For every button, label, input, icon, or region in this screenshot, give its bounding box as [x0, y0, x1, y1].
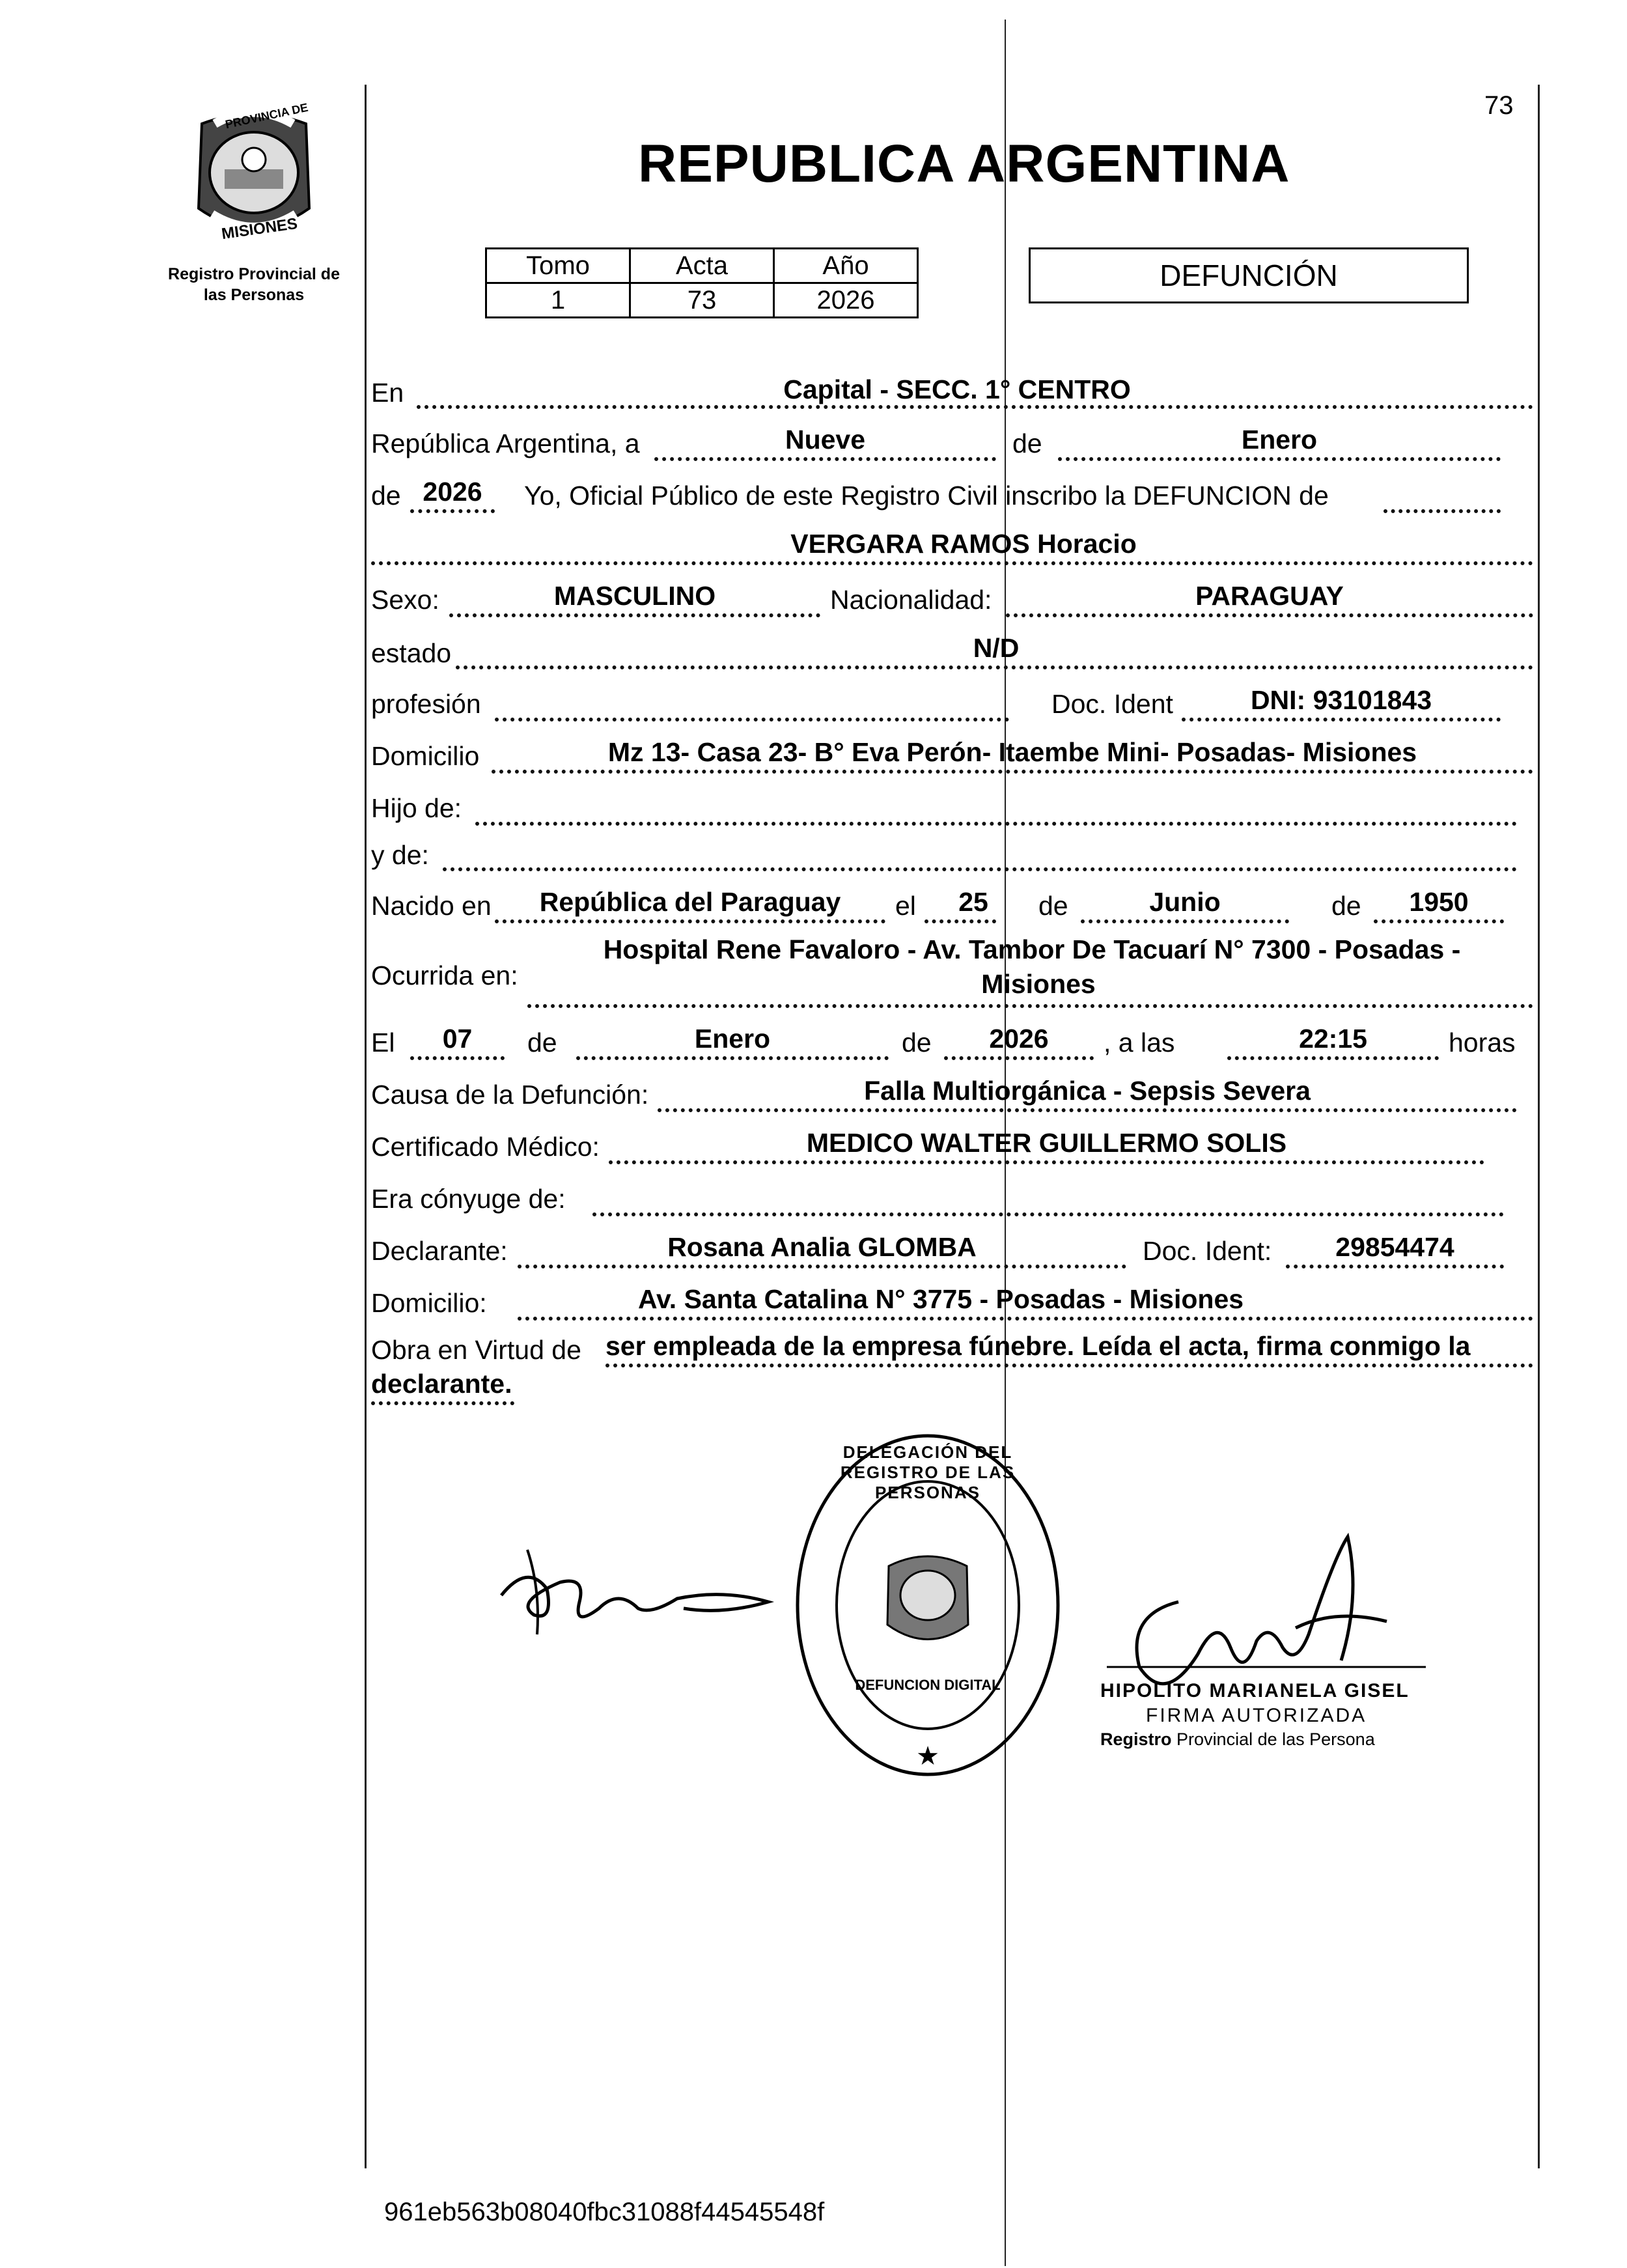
birth-year: 1950: [1409, 887, 1469, 917]
estado-value: N/D: [973, 633, 1020, 663]
hijo-de-label: Hijo de:: [371, 793, 462, 823]
register-header-acta: Acta: [630, 249, 774, 283]
alas-label: , a las: [1104, 1028, 1175, 1057]
death-month-dotted-line: [576, 1056, 889, 1060]
death-time: 22:15: [1299, 1024, 1367, 1054]
obra-dotted-line1: [605, 1364, 1533, 1367]
el2-label: El: [371, 1028, 395, 1057]
birth-year-dotted-line: [1374, 919, 1504, 923]
doc2-value: 29854474: [1335, 1232, 1454, 1262]
authority-role: FIRMA AUTORIZADA: [1146, 1705, 1367, 1726]
y-de-dotted-line: [443, 867, 1517, 871]
register-header-ano: Año: [774, 249, 918, 283]
obra-line2: declarante.: [371, 1369, 512, 1399]
doc-ident-dotted-line: [1182, 718, 1501, 721]
death-year-dotted-line: [944, 1056, 1094, 1060]
causa-value: Falla Multiorgánica - Sepsis Severa: [864, 1076, 1311, 1106]
conyuge-label: Era cónyuge de:: [371, 1184, 566, 1214]
year-value: 2026: [423, 477, 482, 507]
cert-dotted-line: [609, 1160, 1484, 1164]
nacionalidad-dotted-line: [1006, 613, 1533, 617]
domicilio2-label: Domicilio:: [371, 1288, 487, 1318]
el-label: el: [895, 891, 916, 921]
month-dotted-line: [1058, 457, 1501, 461]
register-value-ano: 2026: [774, 283, 918, 318]
record-type-box: DEFUNCIÓN: [1029, 247, 1469, 303]
nacido-value: República del Paraguay: [539, 887, 841, 917]
de5-label: de: [527, 1028, 557, 1057]
death-day: 07: [442, 1024, 473, 1054]
hijo-de-dotted-line: [475, 822, 1517, 826]
sexo-label: Sexo:: [371, 585, 439, 615]
day-dotted-line: [654, 457, 996, 461]
declarante-label: Declarante:: [371, 1236, 508, 1266]
doc2-label: Doc. Ident:: [1143, 1236, 1272, 1266]
name-dotted-line: [371, 561, 1533, 565]
sexo-dotted-line: [449, 613, 820, 617]
birth-month-dotted-line: [1081, 919, 1289, 923]
estado-label: estado: [371, 638, 452, 668]
ocurrida-dotted-line: [527, 1004, 1533, 1008]
rep-label: República Argentina, a: [371, 428, 640, 458]
authority-office-rest: Provincial de las Persona: [1176, 1729, 1375, 1749]
register-table: [485, 247, 919, 318]
profesion-label: profesión: [371, 689, 481, 719]
doc-ident-label: Doc. Ident: [1051, 689, 1173, 719]
declarante-value: Rosana Analia GLOMBA: [667, 1232, 977, 1262]
ocurrida-line1: Hospital Rene Favaloro - Av. Tambor De Tacuarí N° 7300 - Posadas -: [603, 934, 1461, 964]
de-label: de: [1012, 428, 1042, 458]
year-dotted-line: [410, 509, 495, 513]
de4-label: de: [1331, 891, 1361, 921]
deceased-name: VERGARA RAMOS Horacio: [790, 529, 1137, 559]
document-hash: 961eb563b08040fbc31088f44545548f: [384, 2198, 825, 2226]
de6-label: de: [902, 1028, 932, 1057]
seal-outer-text: DELEGACIÓN DEL REGISTRO DE LAS PERSONAS: [840, 1442, 1016, 1502]
domicilio2-value: Av. Santa Catalina N° 3775 - Posadas - Misiones: [637, 1284, 1244, 1314]
declarante-dotted-line: [518, 1265, 1126, 1268]
register-value-tomo: 1: [486, 283, 630, 318]
nacionalidad-label: Nacionalidad:: [830, 585, 992, 615]
estado-dotted-line: [456, 665, 1533, 669]
birth-month: Junio: [1149, 887, 1221, 917]
declarant-signature: [488, 1537, 781, 1667]
yo-dotted-line: [1384, 509, 1501, 513]
register-value-acta: 73: [630, 283, 774, 318]
profesion-dotted-line: [495, 718, 1009, 721]
register-header-tomo: Tomo: [486, 249, 630, 283]
right-margin-line: [1538, 85, 1540, 2168]
seal-inner-text: DEFUNCION DIGITAL: [855, 1677, 1001, 1693]
ocurrida-label: Ocurrida en:: [371, 960, 518, 990]
document-title: REPUBLICA ARGENTINA: [638, 134, 1290, 193]
sexo-value: MASCULINO: [553, 581, 716, 611]
en-dotted-line: [417, 405, 1533, 409]
nacionalidad-value: PARAGUAY: [1195, 581, 1344, 611]
emblem-text-top: PROVINCIA DE: [224, 100, 309, 132]
svg-text:★: ★: [916, 1741, 939, 1771]
ocurrida-line2: Misiones: [981, 969, 1096, 999]
causa-dotted-line: [658, 1108, 1517, 1112]
cert-value: MEDICO WALTER GUILLERMO SOLIS: [806, 1128, 1287, 1158]
authority-office-prefix: Registro: [1100, 1729, 1172, 1749]
domicilio2-dotted-line: [518, 1317, 1533, 1321]
en-label: En: [371, 378, 404, 408]
register-table-value-row: [486, 283, 918, 318]
nacido-label: Nacido en: [371, 891, 492, 921]
page-number: 73: [1484, 91, 1514, 120]
cert-label: Certificado Médico:: [371, 1132, 600, 1162]
obra-label: Obra en Virtud de: [371, 1335, 581, 1365]
birth-day: 25: [958, 887, 988, 917]
death-month: Enero: [694, 1024, 771, 1054]
authority-office: [1100, 1729, 1375, 1750]
domicilio-value: Mz 13- Casa 23- B° Eva Perón- Itaembe Mini- Posadas- Misiones: [607, 737, 1417, 767]
register-table-header-row: [486, 249, 918, 283]
logo-caption-line1: Registro Provincial de: [168, 265, 340, 283]
de3-label: de: [1038, 891, 1068, 921]
domicilio-label: Domicilio: [371, 741, 480, 771]
left-margin-line: [365, 85, 367, 2168]
birth-day-dotted-line: [925, 919, 996, 923]
emblem-text-bottom: MISIONES: [220, 214, 299, 244]
official-seal: [791, 1429, 1064, 1781]
month-value: Enero: [1241, 425, 1318, 455]
death-day-dotted-line: [410, 1056, 505, 1060]
logo-caption: [143, 264, 365, 305]
en-value: Capital - SECC. 1° CENTRO: [783, 374, 1131, 404]
y-de-label: y de:: [371, 840, 429, 870]
causa-label: Causa de la Defunción:: [371, 1080, 649, 1110]
doc-ident-value: DNI: 93101843: [1250, 685, 1432, 715]
horas-label: horas: [1449, 1028, 1516, 1057]
nacido-dotted-line: [495, 919, 885, 923]
death-time-dotted-line: [1227, 1056, 1439, 1060]
obra-line1: ser empleada de la empresa fúnebre. Leída el acta, firma conmigo la: [605, 1331, 1471, 1361]
de2-label: de: [371, 481, 401, 511]
day-value: Nueve: [785, 425, 866, 455]
authority-name: HIPOLITO MARIANELA GISEL: [1100, 1680, 1410, 1701]
obra-dotted-line2: [371, 1401, 514, 1405]
province-emblem-logo: [176, 98, 332, 254]
conyuge-dotted-line: [592, 1212, 1504, 1216]
logo-caption-line2: las Personas: [203, 286, 305, 304]
doc2-dotted-line: [1286, 1265, 1504, 1268]
death-year: 2026: [989, 1024, 1049, 1054]
domicilio-dotted-line: [492, 770, 1533, 774]
yo-text: Yo, Oficial Público de este Registro Civil inscribo la DEFUNCION de: [524, 481, 1329, 511]
